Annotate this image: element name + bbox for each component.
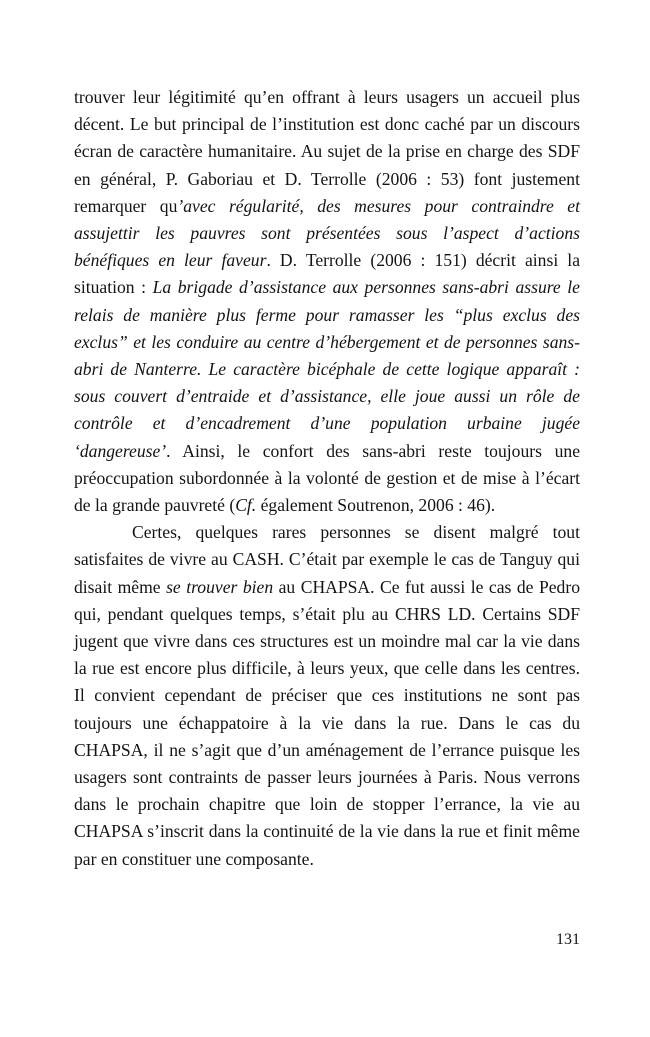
paragraph-1-text-4: également Soutrenon, 2006 : 46). [256, 495, 496, 516]
paragraph-1-quote-1: ’avec régularité, des mesures pour contraindre et assujettir les pauvres sont présentées sous l’aspect d’actions bénéfiques en leur faveur [74, 195, 580, 271]
paragraph-1-text-2: . D. Terrolle (2006 : 151) décrit ainsi la situation : [74, 250, 580, 298]
paragraph-2-text-1: Certes, quelques rares personnes se disent malgré tout satisfaites de vivre au CASH. C’était par exemple le cas de Tanguy qui disait même [74, 522, 580, 597]
paragraph-1-quote-2: La brigade d’assistance aux personnes sans-abri assure le relais de manière plus ferme pour ramasser les “plus exclus des exclus” et les conduire au centre d’hébergement et de personnes sans-abri de Nanterre. Le caractère bicéphale de cette logique apparaît : sous couvert d’entraide et d’assistance, elle joue aussi un rôle de contrôle et d’encadrement d’une population urbaine jugée ‘dangereuse’ [74, 277, 580, 461]
paragraph-2-emphasis: se trouver bien [166, 576, 274, 597]
paragraph-2-text-2: au CHAPSA. Ce fut aussi le cas de Pedro qui, pendant quelques temps, s’était plu au CHRS LD. Certains SDF jugent que vivre dans ces structures est un moindre mal car la vie dans la rue est encore plus difficile, à leurs yeux, que celle dans les centres. Il convient cependant de préciser que ces institutions ne sont pas toujours une échappatoire à la vie dans la rue. Dans le cas du CHAPSA, il ne s’agit que d’un aménagement de l’errance puisque les usagers sont contraints de passer leurs journées à Paris. Nous verrons dans le prochain chapitre que loin de stopper l’errance, la vie au CHAPSA s’inscrit dans la continuité de la vie dans la rue et finit même par en constituer une composante. [74, 576, 580, 869]
page-number: 131 [556, 931, 580, 948]
paragraph-1 [74, 84, 580, 519]
paragraph-1-text-3: . Ainsi, le confort des sans-abri reste toujours une préoccupation subordonnée à la volonté de gestion et de mise à l’écart de la grande pauvreté ( [74, 440, 580, 516]
paragraph-1-text-1: trouver leur légitimité qu’en offrant à leurs usagers un accueil plus décent. Le but principal de l’institution est donc caché par un discours écran de caractère humanitaire. Au sujet de la prise en charge des SDF en général, P. Gaboriau et D. Terrolle (2006 : 53) font justement remarquer qu [74, 87, 580, 216]
page-body [74, 84, 580, 873]
paragraph-1-cf: Cf. [235, 495, 257, 516]
paragraph-2 [74, 519, 580, 873]
